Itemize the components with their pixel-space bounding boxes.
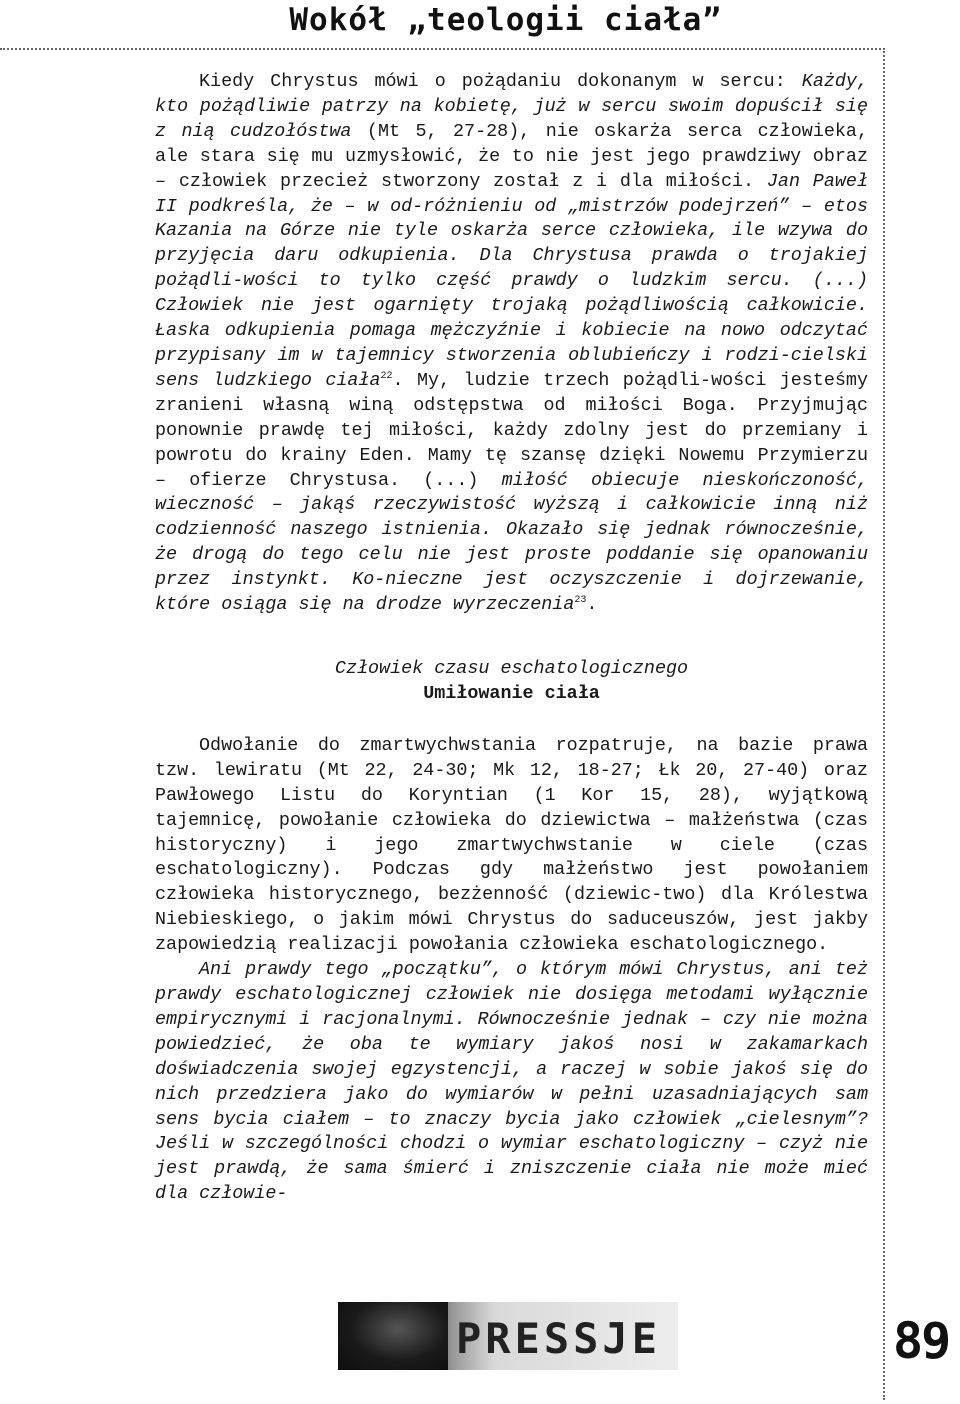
text-run: miłość obiecuje nieskończoność, wieczność – jakąś rzeczywistość wyższą i całkowicie inną niż codzienność naszego istnienia. Okazało się jednak równocześnie, że drogą do tego celu nie jest proste poddanie się opanowaniu przez instynkt. Ko-nieczne jest oczyszczenie i dojrzewanie, które osiąga się na drodze wyrzeczenia bbox=[155, 469, 868, 616]
dotted-rule-horizontal bbox=[0, 48, 885, 50]
footnote-ref: 23 bbox=[574, 594, 587, 606]
paragraph-2: Odwołanie do zmartwychwstania rozpatruje, na bazie prawa tzw. lewiratu (Mt 22, 24-30; Mk 12, 18-27; Łk 20, 27-40) oraz Pawłowego Listu do Koryntian (1 Kor 15, 28), wyjątkową tajemnicę, powołanie człowieka do dziewictwa – małżeństwa (czas historyczny) i jego zmartwychwstanie w ciele (czas eschatologiczny). Podczas gdy małżeństwo jest powołaniem człowieka historycznego, bezżenność (dziewic-two) dla Królestwa Niebieskiego, o jakim mówi Chrystus do saduceuszów, jest jakby zapowiedzią realizacji powołania człowieka eschatologicznego. bbox=[155, 734, 868, 956]
dotted-rule-vertical bbox=[883, 48, 885, 1400]
logo-text: PRESSJE bbox=[456, 1314, 662, 1363]
text-run: (Mt 5, 27-28), nie oskarża serca człowieka, ale stara się mu uzmysłowić, że to nie jest jego prawdziwy obraz – człowiek przecież stworzony został z i dla miłości. bbox=[155, 120, 869, 192]
text-run: . My, ludzie trzech pożądli-wości jesteśmy zranieni własną winą odstępstwa od miłości Boga. Przyjmując ponownie prawdę tej miłości, każdy zdolny jest do przemiany i powrotu do krainy Eden. Mamy tę szansę dzięki Nowemu Przymierzu – ofierze Chrystusa. (...) bbox=[155, 369, 868, 491]
section-subtitle: Człowiek czasu eschatologicznego bbox=[334, 657, 689, 679]
section-heading bbox=[155, 656, 868, 706]
section-title: Umiłowanie ciała bbox=[423, 682, 600, 704]
paragraph-1 bbox=[155, 70, 868, 618]
footnote-ref: 22 bbox=[380, 370, 393, 382]
text-run: Kiedy Chrystus mówi o pożądaniu dokonanym w sercu: bbox=[199, 71, 802, 92]
text-run: Jan Paweł II podkreśla, że – w od-różnieniu od „mistrzów podejrzeń” – etos Kazania na Górze nie tyle oskarża serce człowieka, ile wzywa do przyjęcia daru odkupienia. Dla Chrystusa prawda o trojakiej pożądli-wości to tylko część prawdy o ludzkim sercu. (...) Człowiek nie jest ogarnięty trojaką pożądliwością całkowicie. Łaska odkupienia pomaga mężczyźnie i kobiecie na nowo odczytać przypisany im w tajemnicy stworzenia oblubieńczy i rodzi-cielski sens ludzkiego ciała bbox=[155, 170, 868, 391]
text-column bbox=[155, 70, 868, 1207]
text-run: Każdy, kto pożądliwie patrzy na kobietę, już w sercu swoim dopuścił się z nią cudzołóstwa bbox=[155, 71, 868, 142]
paragraph-3: Ani prawdy tego „początku”, o którym mówi Chrystus, ani też prawdy eschatologicznej człowiek nie dosięga metodami wyłącznie empirycznymi i racjonalnymi. Równocześnie jednak – czy nie można powiedzieć, że oba te wymiary jakoś nosi w zakamarkach doświadczenia swojej egzystencji, a raczej w sobie jakoś się do nich przedziera jako do wymiarów w pełni uzasadniających sam sens bycia ciałem – to znaczy bycia jako człowiek „cielesnym”? Jeśli w szczególności chodzi o wymiar eschatologiczny – czyż nie jest prawdą, że sama śmierć i zniszczenie ciała nie może mieć dla człowie- bbox=[155, 959, 868, 1205]
pressje-logo bbox=[338, 1302, 678, 1370]
text-run: . bbox=[586, 594, 598, 616]
page-title: Wokół „teologii ciała” bbox=[289, 2, 722, 38]
logo-photo bbox=[338, 1302, 448, 1370]
page-number: 89 bbox=[893, 1312, 950, 1370]
